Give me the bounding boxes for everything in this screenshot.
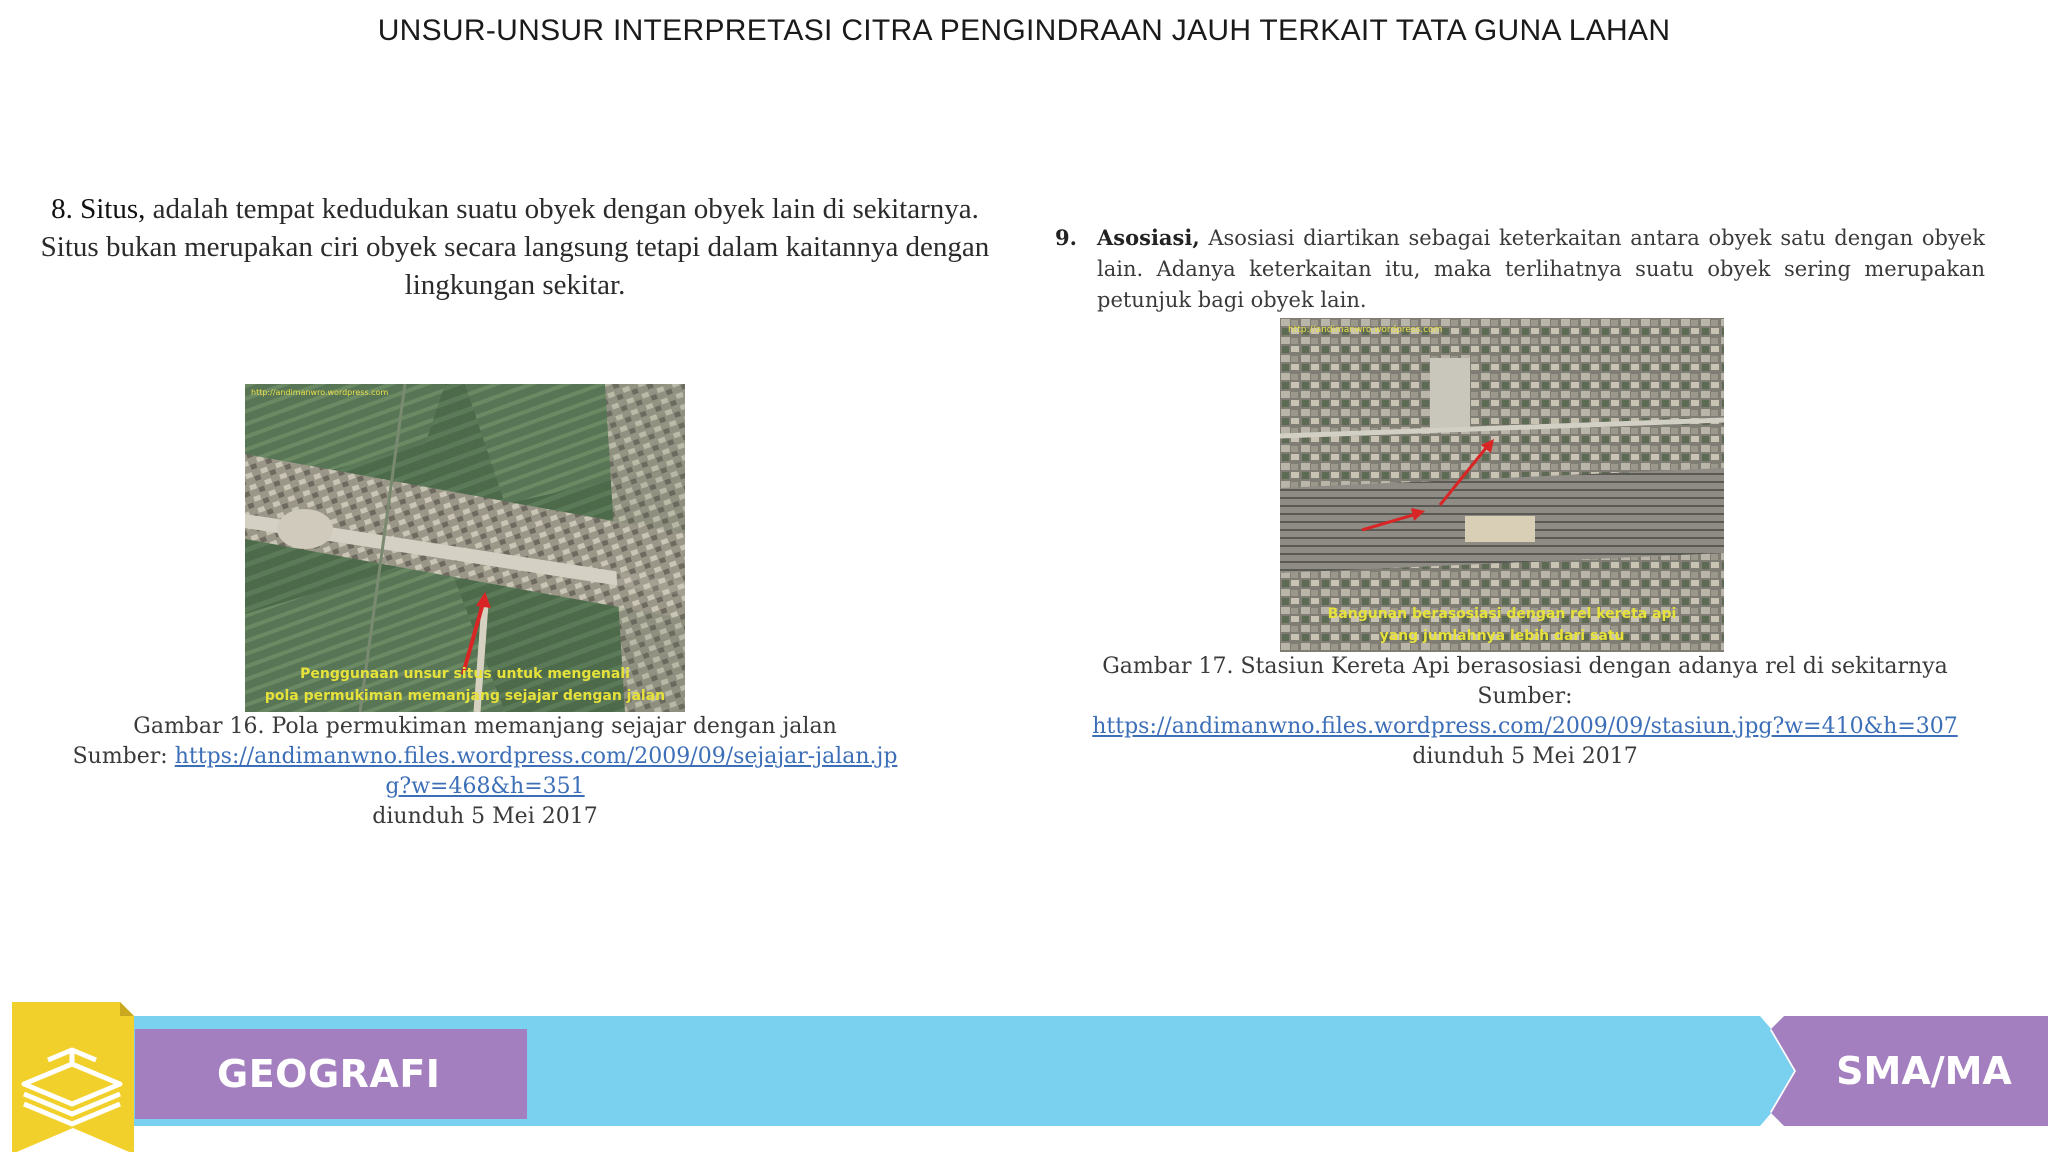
asosiasi-downloaded: diunduh 5 Mei 2017: [1412, 744, 1638, 769]
asosiasi-satellite-image: [1280, 318, 1724, 652]
level-label: SMA/MA: [1836, 1049, 2012, 1093]
situs-image-watermark: http://andimanwro.wordpress.com: [251, 388, 389, 397]
books-icon: [12, 1002, 134, 1152]
asosiasi-source-label: Sumber:: [1477, 684, 1573, 709]
situs-image-annotation-2: pola permukiman memanjang sejajar dengan jalan: [264, 688, 666, 704]
asosiasi-description: [1055, 222, 1985, 316]
asosiasi-image-watermark: http://andimanwro.wordpress.com: [1288, 325, 1443, 335]
asosiasi-caption-block: [1030, 652, 2020, 772]
asosiasi-image-annotation-1: Bangunan berasosiasi dengan rel kereta api: [1327, 606, 1677, 622]
situs-image-annotation-1: Penggunaan unsur situs untuk mengenali: [300, 666, 630, 682]
situs-caption-block: [70, 712, 900, 832]
situs-caption: Gambar 16. Pola permukiman memanjang sejajar dengan jalan: [133, 714, 837, 739]
page-title: UNSUR-UNSUR INTERPRETASI CITRA PENGINDRAAN JAUH TERKAIT TATA GUNA LAHAN: [377, 14, 1671, 47]
situs-description: [20, 190, 1010, 304]
asosiasi-caption: Gambar 17. Stasiun Kereta Api berasosiasi dengan adanya rel di sekitarnya: [1102, 654, 1948, 679]
asosiasi-number: 9.: [1055, 225, 1077, 250]
asosiasi-image-annotation-2: yang jumlahnya lebih dari satu: [1379, 628, 1625, 644]
situs-satellite-image: [245, 384, 685, 712]
situs-source-link[interactable]: https://andimanwno.files.wordpress.com/2009/09/sejajar-jalan.jpg?w=468&h=351: [174, 744, 898, 799]
situs-source-label: Sumber:: [72, 744, 175, 769]
situs-source: [70, 742, 900, 802]
situs-term: 8. Situs,: [51, 193, 146, 225]
asosiasi-source-link[interactable]: https://andimanwno.files.wordpress.com/2009/09/stasiun.jpg?w=410&h=307: [1092, 714, 1958, 739]
footer-banner: [0, 1012, 2048, 1127]
asosiasi-text: Asosiasi diartikan sebagai keterkaitan antara obyek satu dengan obyek lain. Adanya keterkaitan itu, maka terlihatnya suatu obyek sering merupakan petunjuk bagi obyek lain.: [1097, 226, 1985, 312]
situs-downloaded: diunduh 5 Mei 2017: [372, 804, 598, 829]
situs-text: adalah tempat kedudukan suatu obyek dengan obyek lain di sekitarnya. Situs bukan merupakan ciri obyek secara langsung tetapi dalam kaitannya dengan lingkungan sekitar.: [40, 193, 990, 301]
asosiasi-term: Asosiasi,: [1097, 225, 1200, 250]
subject-label: GEOGRAFI: [217, 1052, 441, 1096]
